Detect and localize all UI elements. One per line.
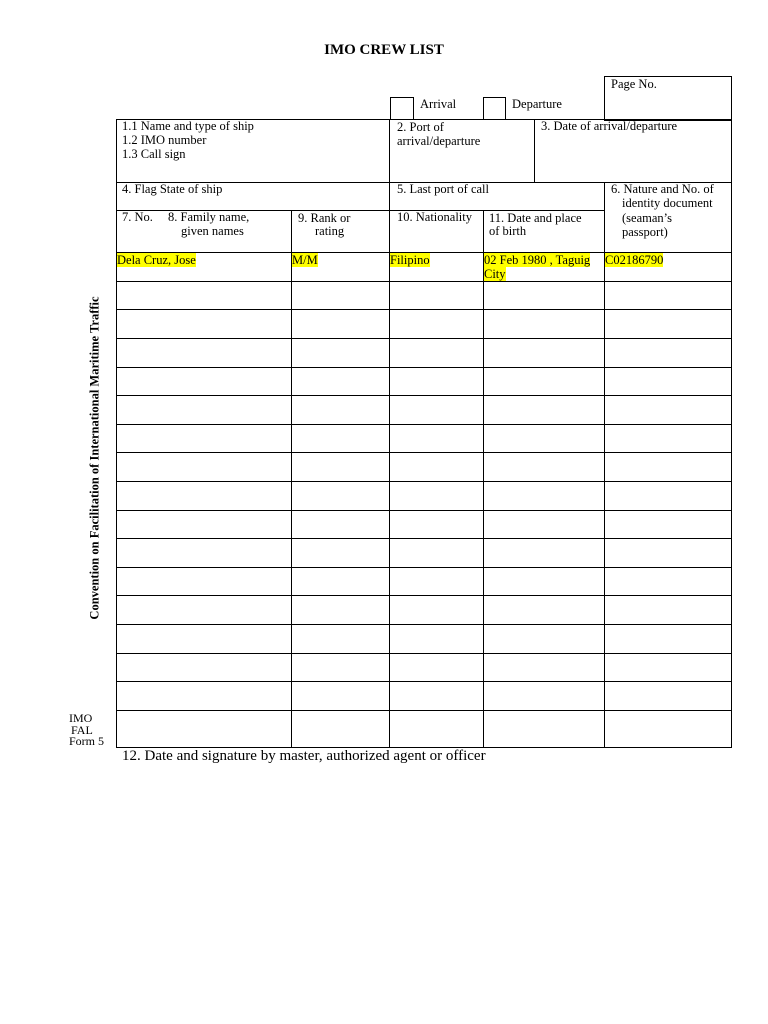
side-convention-text: Convention on Facilitation of International Maritime Traffic xyxy=(87,296,102,620)
departure-checkbox[interactable] xyxy=(483,97,506,120)
form-id-line1: IMO xyxy=(69,711,93,725)
page-no-label: Page No. xyxy=(611,77,657,91)
field-last-port: 5. Last port of call xyxy=(397,182,489,196)
field-identity-line2: identity document xyxy=(622,196,713,210)
col-rank-line2: rating xyxy=(315,224,345,238)
crew-nationality: Filipino xyxy=(390,253,430,267)
col-birth-line2: of birth xyxy=(489,224,527,238)
crew-id-doc: C02186790 xyxy=(605,253,664,267)
arrival-label: Arrival xyxy=(420,97,457,111)
col-rank-line1: 9. Rank or xyxy=(298,211,351,225)
crew-birth-line2: City xyxy=(484,267,506,281)
field-call-sign: 1.3 Call sign xyxy=(122,147,186,161)
crew-birth-line1: 02 Feb 1980 , Taguig xyxy=(484,253,591,267)
field-date-arrival: 3. Date of arrival/departure xyxy=(541,119,678,133)
col-birth-line1: 11. Date and place xyxy=(489,211,582,225)
departure-label: Departure xyxy=(512,97,562,111)
field-identity-line3: (seaman’s xyxy=(622,211,672,225)
field-ship-name: 1.1 Name and type of ship xyxy=(122,119,254,133)
col-family-name-line1: 8. Family name, xyxy=(168,210,250,224)
crew-rank: M/M xyxy=(292,253,318,267)
page-title: IMO CREW LIST xyxy=(324,42,444,58)
field-port-line1: 2. Port of xyxy=(397,120,444,134)
form-id-line3: Form 5 xyxy=(69,734,105,748)
signature-field-label: 12. Date and signature by master, authorized agent or officer xyxy=(122,748,486,764)
field-identity-line1: 6. Nature and No. of xyxy=(611,182,714,196)
crew-name: Dela Cruz, Jose xyxy=(117,253,196,267)
form-id-line2: FAL xyxy=(71,723,93,737)
field-identity-line4: passport) xyxy=(622,225,668,239)
col-nationality: 10. Nationality xyxy=(397,210,472,224)
field-imo-number: 1.2 IMO number xyxy=(122,133,207,147)
field-flag-state: 4. Flag State of ship xyxy=(122,182,223,196)
col-family-name-line2: given names xyxy=(181,224,244,238)
arrival-checkbox[interactable] xyxy=(390,97,414,120)
field-port-line2: arrival/departure xyxy=(397,134,481,148)
col-no: 7. No. xyxy=(122,210,153,224)
